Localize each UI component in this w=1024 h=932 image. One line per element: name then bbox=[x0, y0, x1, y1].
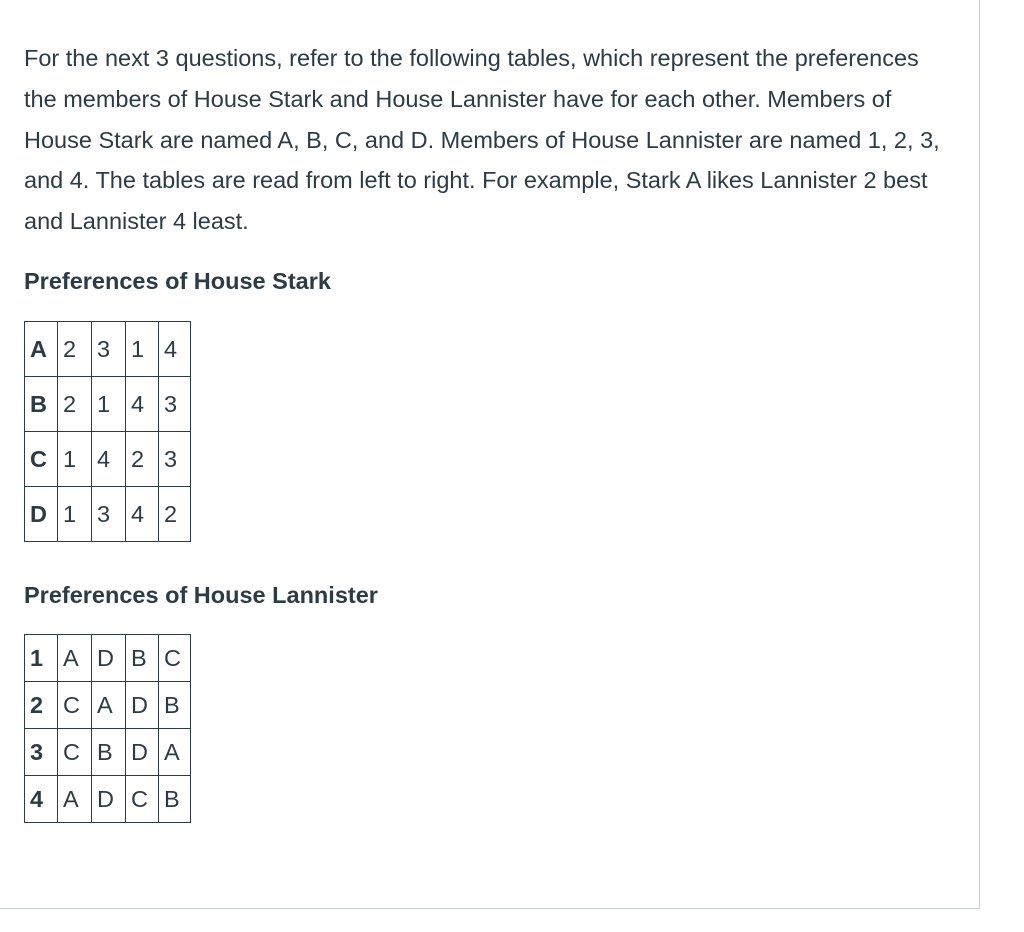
table-cell: B bbox=[159, 682, 191, 729]
table-cell: 2 bbox=[126, 432, 159, 487]
table-cell: A bbox=[159, 729, 191, 776]
table-cell: D bbox=[25, 487, 58, 542]
table-row bbox=[25, 377, 191, 432]
table-row bbox=[25, 776, 191, 823]
table-cell: 3 bbox=[92, 322, 126, 377]
table-cell: 4 bbox=[25, 776, 58, 823]
table-cell: 4 bbox=[126, 487, 159, 542]
table-row bbox=[25, 487, 191, 542]
table-cell: 2 bbox=[159, 487, 191, 542]
table-cell: 2 bbox=[25, 682, 58, 729]
table-cell: 1 bbox=[92, 377, 126, 432]
table-cell: A bbox=[92, 682, 126, 729]
table-cell: B bbox=[25, 377, 58, 432]
table-row bbox=[25, 682, 191, 729]
table-cell: A bbox=[58, 635, 92, 682]
intro-paragraph: For the next 3 questions, refer to the following tables, which represent the preferences the members of House Stark and House Lannister have for each other. Members of House Stark are named A, B, C, and D. Members of House Lannister are named 1, 2, 3, and 4. The tables are read from left to right. For example, Stark A likes Lannister 2 best and Lannister 4 least. bbox=[24, 45, 940, 235]
lannister-preferences-heading: Preferences of House Lannister bbox=[24, 582, 378, 608]
table-cell: 3 bbox=[25, 729, 58, 776]
table-cell: 2 bbox=[58, 377, 92, 432]
table-cell: D bbox=[92, 635, 126, 682]
table-row bbox=[25, 322, 191, 377]
table-cell: 3 bbox=[92, 487, 126, 542]
table-cell: B bbox=[92, 729, 126, 776]
table-cell: B bbox=[159, 776, 191, 823]
table-row bbox=[25, 729, 191, 776]
table-cell: B bbox=[126, 635, 159, 682]
table-cell: C bbox=[25, 432, 58, 487]
table-cell: C bbox=[126, 776, 159, 823]
table-cell: C bbox=[58, 682, 92, 729]
table-cell: D bbox=[126, 729, 159, 776]
table-cell: 4 bbox=[126, 377, 159, 432]
table-row bbox=[25, 635, 191, 682]
table-cell: 1 bbox=[58, 487, 92, 542]
lannister-preferences-table bbox=[24, 634, 191, 823]
table-cell: 3 bbox=[159, 377, 191, 432]
table-cell: 1 bbox=[25, 635, 58, 682]
table-row bbox=[25, 432, 191, 487]
table-cell: A bbox=[25, 322, 58, 377]
table-cell: 4 bbox=[159, 322, 191, 377]
table-cell: D bbox=[126, 682, 159, 729]
table-cell: 1 bbox=[126, 322, 159, 377]
table-cell: 1 bbox=[58, 432, 92, 487]
table-cell: D bbox=[92, 776, 126, 823]
table-cell: 2 bbox=[58, 322, 92, 377]
table-cell: A bbox=[58, 776, 92, 823]
table-cell: 4 bbox=[92, 432, 126, 487]
stark-preferences-table bbox=[24, 321, 191, 542]
table-cell: C bbox=[58, 729, 92, 776]
table-cell: 3 bbox=[159, 432, 191, 487]
stark-preferences-heading: Preferences of House Stark bbox=[24, 268, 331, 294]
table-cell: C bbox=[159, 635, 191, 682]
